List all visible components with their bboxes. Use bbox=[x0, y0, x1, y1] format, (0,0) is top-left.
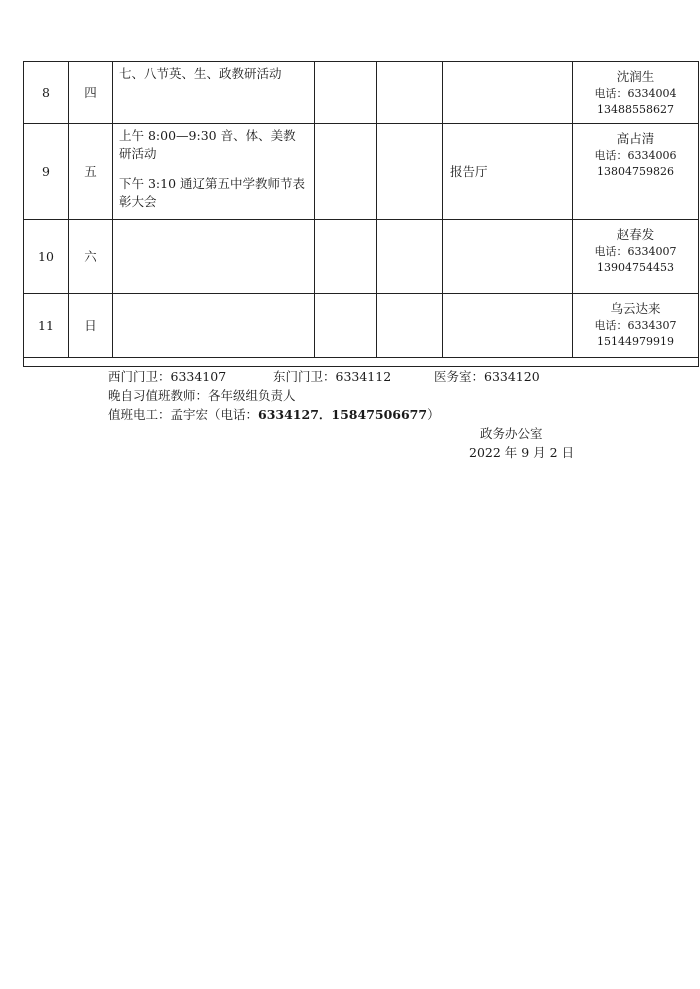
date-number: 9 bbox=[42, 164, 50, 179]
electrician-label: 值班电工：孟宇宏（电话： bbox=[108, 407, 259, 422]
duty-leader-name: 沈润生 bbox=[616, 69, 655, 84]
blank-cell-2 bbox=[377, 124, 443, 220]
activity-cell bbox=[113, 124, 315, 220]
duty-leader-phone: 电话：6334007 bbox=[594, 245, 677, 258]
schedule-table bbox=[23, 61, 699, 367]
duty-leader-cell bbox=[573, 124, 699, 220]
date-number-cell bbox=[24, 220, 69, 294]
duty-leader-phone: 电话：6334307 bbox=[594, 319, 677, 332]
duty-leader-name: 乌云达来 bbox=[610, 301, 661, 316]
schedule-row bbox=[24, 124, 699, 220]
electrician-numbers: 6334127．15847506677 bbox=[258, 407, 428, 422]
duty-leader-phone: 电话：6334004 bbox=[594, 87, 677, 100]
activity-cell bbox=[113, 220, 315, 294]
weekday: 四 bbox=[84, 85, 97, 100]
duty-leader-name: 赵春发 bbox=[616, 227, 655, 242]
weekday: 六 bbox=[84, 249, 97, 264]
duty-leader-cell bbox=[573, 294, 699, 358]
date-number: 8 bbox=[42, 85, 50, 100]
date-number-cell bbox=[24, 124, 69, 220]
blank-cell-2 bbox=[377, 294, 443, 358]
electrician-close: ） bbox=[427, 407, 440, 422]
date-number: 11 bbox=[38, 318, 54, 333]
blank-cell-2 bbox=[377, 220, 443, 294]
venue-cell bbox=[443, 294, 573, 358]
weekday: 五 bbox=[84, 164, 97, 179]
duty-leader-mobile: 13488558627 bbox=[597, 103, 674, 116]
blank-cell-1 bbox=[315, 62, 377, 124]
table-bottom-strip-cell bbox=[24, 358, 699, 367]
weekday-cell bbox=[69, 124, 113, 220]
west-gate-phone: 西门门卫：6334107 bbox=[108, 369, 227, 384]
evening-study-duty: 晚自习值班教师：各年级组负责人 bbox=[108, 388, 296, 403]
blank-cell-1 bbox=[315, 124, 377, 220]
weekday-cell bbox=[69, 62, 113, 124]
issue-date: 2022 年 9 月 2 日 bbox=[469, 445, 575, 460]
activity-cell bbox=[113, 62, 315, 124]
blank-cell-1 bbox=[315, 294, 377, 358]
duty-leader-mobile: 13804759826 bbox=[597, 165, 674, 178]
electrician-duty bbox=[108, 406, 440, 424]
venue-cell bbox=[443, 124, 573, 220]
blank-cell-1 bbox=[315, 220, 377, 294]
issuing-office: 政务办公室 bbox=[480, 426, 543, 441]
schedule-row bbox=[24, 294, 699, 358]
activity-text: 下午 3:10 通辽第五中学教师节表彰大会 bbox=[119, 176, 306, 209]
weekday-cell bbox=[69, 294, 113, 358]
date-number: 10 bbox=[38, 249, 54, 264]
schedule-row bbox=[24, 62, 699, 124]
venue-cell bbox=[443, 220, 573, 294]
venue-text: 报告厅 bbox=[450, 164, 488, 179]
duty-leader-cell bbox=[573, 220, 699, 294]
duty-leader-mobile: 13904754453 bbox=[597, 261, 674, 274]
activity-cell bbox=[113, 294, 315, 358]
weekday-cell bbox=[69, 220, 113, 294]
activity-text: 七、八节英、生、政教研活动 bbox=[119, 66, 282, 81]
duty-leader-name: 高占清 bbox=[616, 131, 655, 146]
blank-cell-2 bbox=[377, 62, 443, 124]
east-gate-phone: 东门门卫：6334112 bbox=[273, 369, 392, 384]
date-number-cell bbox=[24, 294, 69, 358]
clinic-phone: 医务室：6334120 bbox=[434, 369, 540, 384]
duty-leader-phone: 电话：6334006 bbox=[594, 149, 677, 162]
date-number-cell bbox=[24, 62, 69, 124]
weekday: 日 bbox=[84, 318, 97, 333]
activity-text: 上午 8:00—9:30 音、体、美教研活动 bbox=[119, 128, 296, 161]
table-bottom-strip bbox=[24, 358, 699, 367]
schedule-row bbox=[24, 220, 699, 294]
duty-leader-cell bbox=[573, 62, 699, 124]
duty-leader-mobile: 15144979919 bbox=[597, 335, 674, 348]
venue-cell bbox=[443, 62, 573, 124]
